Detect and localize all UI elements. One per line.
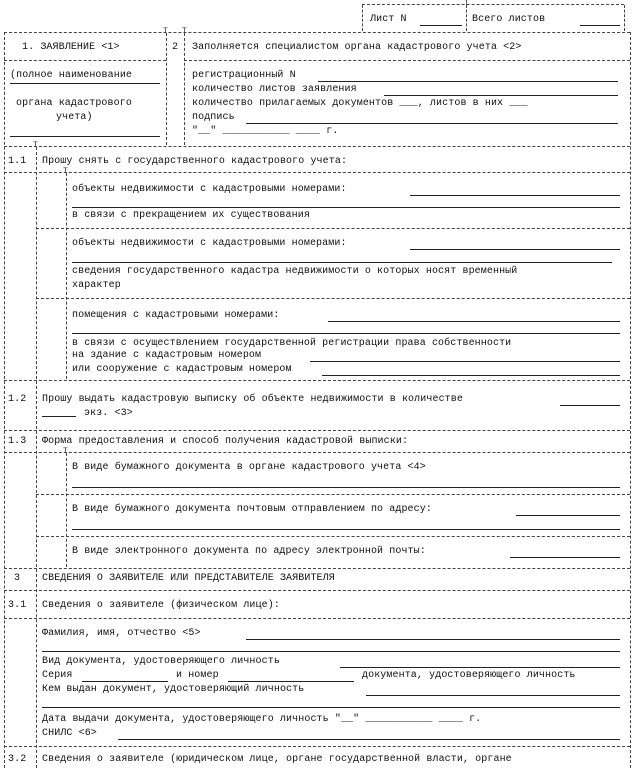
section1-3-number: 1.3 xyxy=(8,436,27,447)
mail-address-field-b[interactable] xyxy=(72,529,620,530)
section1-1-subtop-border xyxy=(4,172,630,173)
copies-field-b[interactable] xyxy=(42,416,76,417)
series-label: Серия xyxy=(42,670,73,681)
series-field[interactable] xyxy=(82,681,168,682)
header-top-border xyxy=(362,4,624,5)
section3-number-divider xyxy=(36,569,37,768)
signature-field[interactable] xyxy=(246,123,618,124)
block1-tee-b: T xyxy=(182,27,187,36)
header-tee: T xyxy=(464,0,469,8)
org-full-name-line2: органа кадастрового xyxy=(16,98,132,109)
temporary-line2: характер xyxy=(72,280,121,291)
sheets-count-label: количество листов заявления xyxy=(192,84,357,95)
section1-1-title: Прошу снять с государственного кадастрового учета: xyxy=(42,156,348,167)
option-paper-mail: В виде бумажного документа почтовым отправлением по адресу: xyxy=(72,504,432,515)
section3-title: СВЕДЕНИЯ О ЗАЯВИТЕЛЕ ИЛИ ПРЕДСТАВИТЕЛЕ ЗАЯВИТЕЛЯ xyxy=(42,573,335,584)
full-name-label: Фамилия, имя, отчество <5> xyxy=(42,628,201,639)
section3-2-top-border xyxy=(4,746,630,747)
total-sheets-field[interactable] xyxy=(580,25,620,26)
issued-by-label: Кем выдан документ, удостоверяющий личность xyxy=(42,684,305,695)
objects-label-1: объекты недвижимости с кадастровыми номерами: xyxy=(72,184,347,195)
objects-field-2a[interactable] xyxy=(410,249,620,250)
section3-1-title: Сведения о заявителе (физическом лице): xyxy=(42,600,280,611)
id-number-field[interactable] xyxy=(228,681,354,682)
id-doc-type-field[interactable] xyxy=(340,667,620,668)
block1-divider-b xyxy=(184,33,185,145)
section1-title-divider xyxy=(4,60,166,61)
section1-2-number-divider xyxy=(36,381,37,429)
section1-1-number-divider xyxy=(36,147,37,379)
delivery-divider-2 xyxy=(36,536,630,537)
section3-number: 3 xyxy=(14,573,21,584)
mail-address-field-a[interactable] xyxy=(516,515,620,516)
section1-title: 1. ЗАЯВЛЕНИЕ <1> xyxy=(22,42,120,53)
number-label: и номер xyxy=(176,670,219,681)
section1-2-line1: Прошу выдать кадастровую выписку об объекте недвижимости в количестве xyxy=(42,394,463,405)
delivery-divider-1 xyxy=(36,494,630,495)
objects-field-2b[interactable] xyxy=(72,262,612,263)
block1-divider-a xyxy=(166,33,167,145)
section3-1-top-border xyxy=(4,590,630,591)
section3-2-number: 3.2 xyxy=(8,754,27,765)
section1-3-title: Форма предоставления и способ получения кадастровой выписки: xyxy=(42,436,409,447)
org-name-field-2[interactable] xyxy=(10,136,160,137)
issued-by-field-a[interactable] xyxy=(366,695,620,696)
reg-number-field[interactable] xyxy=(318,81,618,82)
form-right-border xyxy=(630,32,631,768)
issue-date-label: Дата выдачи документа, удостоверяющего личность "__" ___________ ____ г. xyxy=(42,714,482,725)
header-divider xyxy=(466,5,467,31)
premises-label: помещения с кадастровыми номерами: xyxy=(72,310,280,321)
signature-label: подпись xyxy=(192,112,235,123)
sheet-number-field[interactable] xyxy=(420,25,462,26)
org-full-name-line1: (полное наименование xyxy=(10,70,133,81)
registration-date: "__" ___________ ____ г. xyxy=(192,126,339,137)
option1-bottom-border xyxy=(36,228,630,229)
sheets-count-field[interactable] xyxy=(384,95,618,96)
objects-label-2: объекты недвижимости с кадастровыми номерами: xyxy=(72,238,347,249)
section3-1-subtop-border xyxy=(4,618,630,619)
termination-label: в связи с прекращением их существования xyxy=(72,210,310,221)
section1-2-line2: экз. <3> xyxy=(84,408,133,419)
objects-field-1a[interactable] xyxy=(410,195,620,196)
paper-office-field[interactable] xyxy=(72,487,620,488)
block1-tee-a: T xyxy=(163,27,168,36)
section1-1-number: 1.1 xyxy=(8,156,27,167)
section3-2-title: Сведения о заявителе (юридическом лице, органе государственной власти, органе xyxy=(42,754,512,765)
section1-3-top-border xyxy=(4,430,630,431)
copies-field-a[interactable] xyxy=(560,405,620,406)
sheet-number-label: Лист N xyxy=(370,14,407,25)
total-sheets-label: Всего листов xyxy=(472,14,546,25)
id-doc-suffix: документа, удостоверяющего личность xyxy=(362,670,576,681)
docs-count-label: количество прилагаемых документов ___, листов в них ___ xyxy=(192,98,528,109)
section2-title-divider xyxy=(184,60,630,61)
org-full-name-line3: учета) xyxy=(56,112,93,123)
full-name-field-b[interactable] xyxy=(42,651,620,652)
section1-1-top-border xyxy=(4,146,630,147)
header-right-border xyxy=(624,5,625,31)
section1-2-number: 1.2 xyxy=(8,394,27,405)
section2-title: Заполняется специалистом органа кадастрового учета <2> xyxy=(192,42,522,53)
section2-number: 2 xyxy=(172,42,179,53)
section1-3-subtop-border xyxy=(4,452,630,453)
premises-field-b[interactable] xyxy=(72,333,620,334)
snils-field[interactable] xyxy=(118,739,620,740)
section3-1-number: 3.1 xyxy=(8,600,27,611)
registration-line3: или сооружение с кадастровым номером xyxy=(72,364,292,375)
full-name-field-a[interactable] xyxy=(246,639,620,640)
checkbox-column-tee: T xyxy=(63,167,68,176)
reg-number-label: регистрационный N xyxy=(192,70,296,81)
section1-2-top-border xyxy=(4,380,630,381)
org-name-field-1[interactable] xyxy=(10,83,160,84)
objects-field-1b[interactable] xyxy=(72,207,620,208)
delivery-column-divider xyxy=(66,453,67,567)
section3-top-border xyxy=(4,568,630,569)
id-doc-type-label: Вид документа, удостоверяющего личность xyxy=(42,656,280,667)
block1-top-border xyxy=(4,32,630,33)
issued-by-field-b[interactable] xyxy=(42,707,620,708)
registration-line2: на здание с кадастровым номером xyxy=(72,350,262,361)
snils-label: СНИЛС <6> xyxy=(42,728,97,739)
structure-number-field[interactable] xyxy=(322,375,620,376)
option-paper-office: В виде бумажного документа в органе кадастрового учета <4> xyxy=(72,462,426,473)
section1-1-tee: T xyxy=(33,141,38,150)
email-field[interactable] xyxy=(510,557,620,558)
form-left-border xyxy=(4,32,5,768)
building-number-field[interactable] xyxy=(310,361,620,362)
header-left-border xyxy=(362,5,363,31)
delivery-column-tee: T xyxy=(63,447,68,456)
checkbox-column-divider xyxy=(66,173,67,379)
temporary-line1: сведения государственного кадастра недвижимости о которых носят временный xyxy=(72,266,518,277)
option2-bottom-border xyxy=(36,298,630,299)
registration-line1: в связи с осуществлением государственной регистрации права собственности xyxy=(72,338,512,349)
premises-field-a[interactable] xyxy=(328,321,620,322)
option-electronic: В виде электронного документа по адресу электронной почты: xyxy=(72,546,426,557)
